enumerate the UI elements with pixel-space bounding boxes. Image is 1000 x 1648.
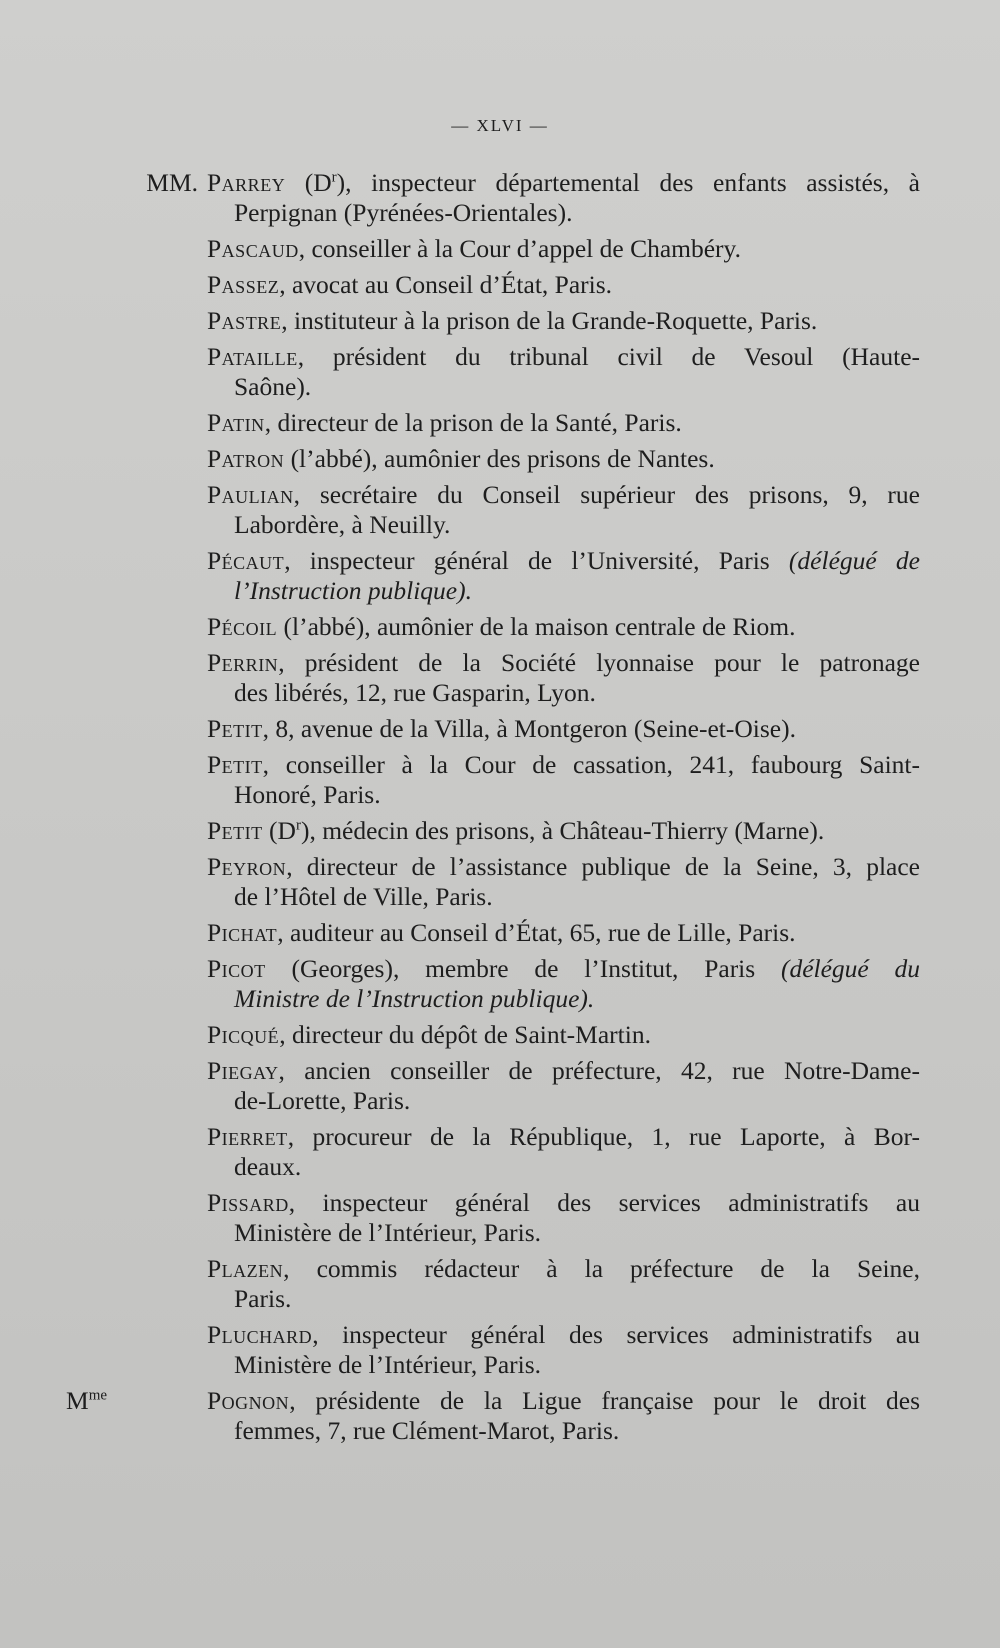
entry-continuation: l’Instruction publique). bbox=[234, 576, 472, 605]
list-item: Paulian, secrétaire du Conseil supérieur des prisons, 9, rue Labordère, à Neuilly. bbox=[207, 480, 920, 539]
member-name: Pichat bbox=[207, 918, 278, 947]
list-item: Picot (Georges), membre de l’Institut, Paris (délégué du Ministre de l’Instruction publique). bbox=[207, 954, 921, 1013]
list-item: Pluchard, inspecteur général des services administratifs au Ministère de l’Intérieur, Paris. bbox=[207, 1320, 920, 1379]
list-item: Pissard, inspecteur général des services administratifs au Ministère de l’Intérieur, Paris. bbox=[207, 1188, 920, 1247]
entry-continuation: deaux. bbox=[234, 1152, 302, 1181]
entry-continuation: Honoré, Paris. bbox=[234, 780, 381, 809]
list-item: Petit, conseiller à la Cour de cassation, 241, faubourg Saint- Honoré, Paris. bbox=[207, 750, 920, 809]
list-item: Pécoil (l’abbé), aumônier de la maison centrale de Riom. bbox=[207, 612, 796, 641]
honorific-prefix: $M^{me}$ bbox=[66, 1386, 108, 1415]
entry-continuation: des libérés, 12, rue Gasparin, Lyon. bbox=[234, 678, 596, 707]
list-item: Picqué, directeur du dépôt de Saint-Martin. bbox=[207, 1020, 651, 1049]
entry-continuation: Saône). bbox=[234, 372, 312, 401]
member-name: Pierret bbox=[207, 1122, 288, 1151]
list-item: $M^{me}$ Pognon, présidente de la Ligue française pour le droit des femmes, 7, rue Clément-Marot, Paris. bbox=[66, 1386, 920, 1445]
list-item: Perrin, président de la Société lyonnaise pour le patronage des libérés, 12, rue Gasparin, Lyon. bbox=[207, 648, 920, 707]
page-number: — XLVI — bbox=[451, 116, 549, 135]
member-name: Paulian bbox=[207, 480, 294, 509]
list-item: Pastre, instituteur à la prison de la Grande-Roquette, Paris. bbox=[207, 306, 818, 335]
member-name: Peyron bbox=[207, 852, 287, 881]
list-item: Petit $(D^r)$, médecin des prisons, à Château-Thierry (Marne). bbox=[207, 816, 825, 845]
member-name: Perrin bbox=[207, 648, 279, 677]
member-name: Pognon bbox=[207, 1386, 290, 1415]
entry-continuation: Ministre de l’Instruction publique). bbox=[234, 984, 595, 1013]
member-name: Plazen bbox=[207, 1254, 284, 1283]
member-name: Pécaut bbox=[207, 546, 285, 575]
list-item: Pascaud, conseiller à la Cour d’appel de Chambéry. bbox=[207, 234, 742, 263]
entry-continuation: de-Lorette, Paris. bbox=[234, 1086, 411, 1115]
entry-continuation: femmes, 7, rue Clément-Marot, Paris. bbox=[234, 1416, 620, 1445]
member-name: Petit bbox=[207, 714, 263, 743]
entry-continuation: Labordère, à Neuilly. bbox=[234, 510, 451, 539]
list-item: Petit, 8, avenue de la Villa, à Montgeron (Seine-et-Oise). bbox=[207, 714, 796, 743]
member-name: Parrey bbox=[207, 168, 286, 197]
list-item: Patin, directeur de la prison de la Santé, Paris. bbox=[207, 408, 682, 437]
honorific-prefix: MM. bbox=[146, 168, 198, 197]
member-name: Passez bbox=[207, 270, 280, 299]
member-name: Patron bbox=[207, 444, 285, 473]
list-item: Pierret, procureur de la République, 1, rue Laporte, à Bor- deaux. bbox=[207, 1122, 920, 1181]
member-name: Picqué bbox=[207, 1020, 280, 1049]
member-name: Pissard bbox=[207, 1188, 289, 1217]
member-name: Pataille bbox=[207, 342, 298, 371]
list-item: MM. Parrey $(D^r)$, inspecteur départemental des enfants assistés, à Perpignan (Pyrénées-Orientales). bbox=[80, 168, 920, 228]
member-name: Pastre bbox=[207, 306, 282, 335]
list-item: Pichat, auditeur au Conseil d’État, 65, rue de Lille, Paris. bbox=[207, 918, 796, 947]
entry-continuation: Perpignan (Pyrénées-Orientales). bbox=[234, 198, 573, 227]
member-name: Patin bbox=[207, 408, 265, 437]
entry-continuation: Ministère de l’Intérieur, Paris. bbox=[234, 1350, 542, 1379]
member-name: Pascaud bbox=[207, 234, 299, 263]
member-name: Pluchard bbox=[207, 1320, 313, 1349]
member-name: Piegay bbox=[207, 1056, 279, 1085]
list-item: Peyron, directeur de l’assistance publique de la Seine, 3, place de l’Hôtel de Ville, Paris. bbox=[207, 852, 920, 911]
list-item: Patron (l’abbé), aumônier des prisons de Nantes. bbox=[207, 444, 715, 473]
list-item: Plazen, commis rédacteur à la préfecture de la Seine, Paris. bbox=[207, 1254, 920, 1313]
member-name: Petit bbox=[207, 816, 263, 845]
member-name: Petit bbox=[207, 750, 263, 779]
list-item: Pécaut, inspecteur général de l’Université, Paris (délégué de l’Instruction publique). bbox=[207, 546, 920, 605]
member-list bbox=[66, 168, 921, 1452]
entry-continuation: Paris. bbox=[234, 1284, 292, 1313]
list-item: Piegay, ancien conseiller de préfecture, 42, rue Notre-Dame- de-Lorette, Paris. bbox=[207, 1056, 920, 1115]
entry-continuation: de l’Hôtel de Ville, Paris. bbox=[234, 882, 493, 911]
list-item: Passez, avocat au Conseil d’État, Paris. bbox=[207, 270, 613, 299]
member-name: Picot bbox=[207, 954, 266, 983]
member-name: Pécoil bbox=[207, 612, 278, 641]
entry-continuation: Ministère de l’Intérieur, Paris. bbox=[234, 1218, 542, 1247]
list-item: Pataille, président du tribunal civil de Vesoul (Haute- Saône). bbox=[207, 342, 920, 401]
